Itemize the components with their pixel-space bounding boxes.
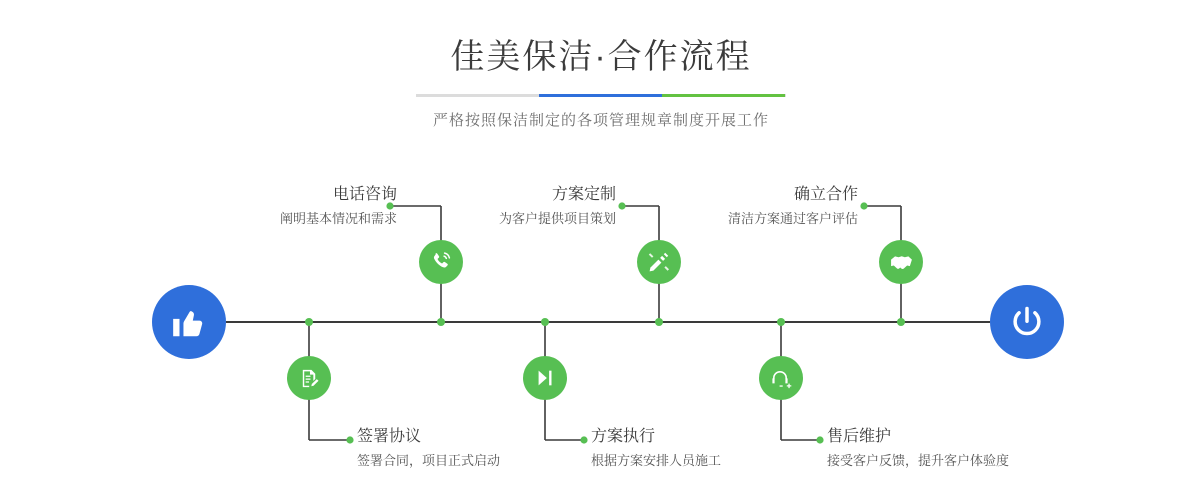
handshake-icon [889, 250, 914, 275]
flow-label-6-desc: 接受客户反馈，提升客户体验度 [827, 453, 1010, 468]
page-title: 佳美保洁·合作流程 [450, 38, 752, 76]
thumbs-up-icon [170, 303, 208, 341]
headset-support-icon [769, 366, 793, 390]
flow-label-6 [827, 426, 1009, 471]
flow-node-5[interactable] [879, 240, 923, 284]
flow-label-1 [252, 184, 397, 229]
page-subtitle: 严格按照保洁制定的各项管理规章制度开展工作 [432, 112, 769, 129]
flow-label-2 [357, 426, 500, 471]
phone-ring-icon [429, 250, 453, 274]
flow-end-power [990, 285, 1064, 359]
flow-label-5-desc: 清洁方案通过客户评估 [727, 211, 858, 226]
flow-label-5 [706, 184, 858, 229]
document-edit-icon [298, 367, 321, 390]
flow-node-3[interactable] [637, 240, 681, 284]
pencil-ruler-icon [647, 250, 671, 274]
flow-label-5-title: 确立合作 [793, 186, 858, 203]
flow-label-2-desc: 签署合同，项目正式启动 [357, 453, 501, 468]
flow-label-3-desc: 为客户提供项目策划 [498, 211, 616, 226]
flow-start-thumbs-up [152, 285, 226, 359]
power-icon [1008, 303, 1046, 341]
flow-label-3-title: 方案定制 [551, 186, 616, 203]
flow-label-4-title: 方案执行 [591, 428, 656, 445]
flow-label-1-desc: 阐明基本情况和需求 [279, 211, 397, 226]
flow-label-6-title: 售后维护 [827, 428, 892, 445]
flow-label-4 [591, 426, 721, 471]
flow-node-6[interactable] [759, 356, 803, 400]
flow-label-3 [464, 184, 616, 229]
play-forward-icon [534, 367, 556, 389]
flow-node-1[interactable] [419, 240, 463, 284]
flow-label-1-title: 电话咨询 [332, 186, 397, 203]
flow-label-2-title: 签署协议 [357, 428, 422, 445]
flow-node-4[interactable] [523, 356, 567, 400]
flow-node-2[interactable] [287, 356, 331, 400]
flow-label-4-desc: 根据方案安排人员施工 [591, 453, 722, 468]
